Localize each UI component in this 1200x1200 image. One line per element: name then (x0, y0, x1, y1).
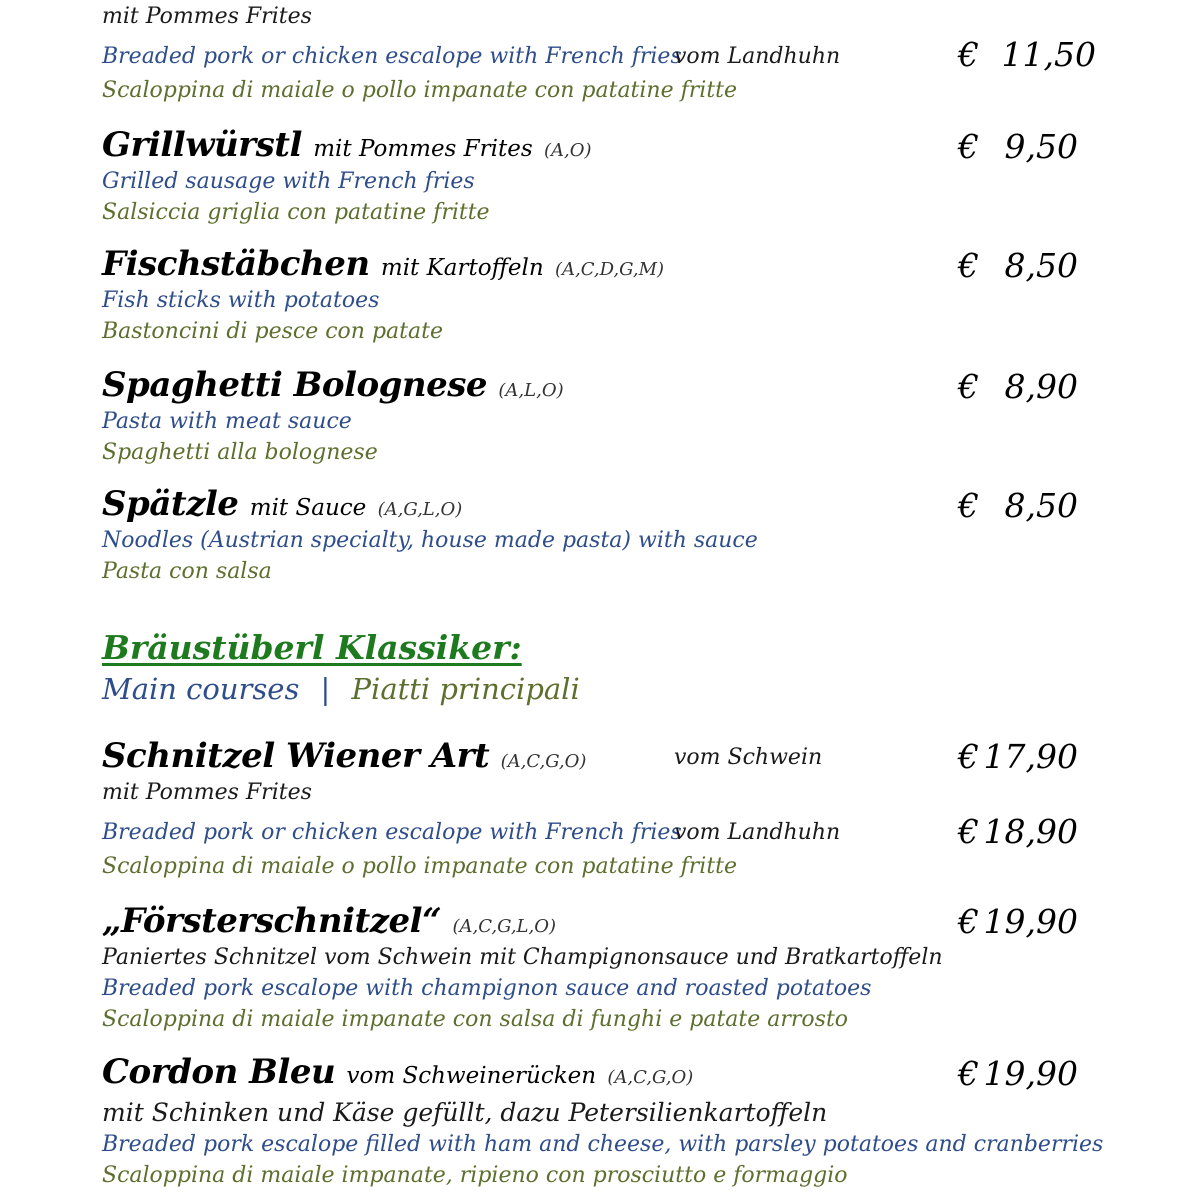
item-allergens: (A,C,D,G,M) (555, 259, 665, 280)
item-german-line: mit Pommes Frites (102, 780, 312, 805)
item-name-suffix: mit Sauce (249, 495, 367, 521)
item-italian-description: Scaloppina di maiale o pollo impanate con patatine fritte (102, 78, 738, 103)
item-allergens: (A,C,G,O) (607, 1067, 694, 1088)
item-italian-description: Salsiccia griglia con patatine fritte (102, 200, 490, 225)
section-subtitle (102, 672, 580, 706)
item-italian-description: Scaloppina di maiale impanate con salsa di funghi e patate arrosto (102, 1007, 849, 1032)
currency-symbol: € (958, 1054, 979, 1093)
item-english-description: Breaded pork or chicken escalope with French fries (102, 820, 682, 845)
item-english-description: Breaded pork escalope filled with ham and cheese, with parsley potatoes and cranberries (102, 1132, 1104, 1157)
item-origin: vom Landhuhn (674, 820, 841, 845)
item-german-line: Paniertes Schnitzel vom Schwein mit Champignonsauce und Bratkartoffeln (102, 945, 943, 970)
item-origin: vom Landhuhn (674, 44, 841, 69)
price-amount: 17,90 (983, 737, 1078, 776)
currency-symbol: € (958, 486, 979, 525)
price-amount: 11,50 (1001, 35, 1096, 74)
currency-symbol: € (958, 35, 979, 74)
item-title (102, 1052, 694, 1092)
currency-symbol: € (958, 902, 979, 941)
item-name-suffix: mit Kartoffeln (380, 255, 544, 281)
item-title (102, 125, 592, 165)
item-allergens: (A,C,G,L,O) (452, 916, 556, 937)
item-italian-description: Scaloppina di maiale impanate, ripieno con prosciutto e formaggio (102, 1163, 848, 1188)
currency-symbol: € (958, 246, 979, 285)
item-name: „Försterschnitzel“ (102, 901, 442, 941)
item-english-description: Breaded pork or chicken escalope with French fries (102, 44, 682, 69)
item-name: Spätzle (102, 484, 239, 524)
currency-symbol: € (958, 127, 979, 166)
item-name-suffix: vom Schweinerücken (346, 1063, 597, 1089)
item-english-description: Pasta with meat sauce (102, 409, 352, 434)
item-italian-description: Spaghetti alla bolognese (102, 440, 378, 465)
item-title (102, 901, 556, 941)
item-allergens: (A,O) (543, 140, 592, 161)
item-english-description: Grilled sausage with French fries (102, 169, 475, 194)
price-amount: 8,50 (1004, 246, 1078, 285)
price-amount: 9,50 (1004, 127, 1078, 166)
item-german-line: mit Pommes Frites (102, 4, 312, 29)
item-name: Fischstäbchen (102, 244, 370, 284)
item-title (102, 484, 463, 524)
price-amount: 8,50 (1004, 486, 1078, 525)
price-amount: 19,90 (983, 1054, 1078, 1093)
item-title (102, 736, 587, 776)
item-name: Schnitzel Wiener Art (102, 736, 490, 776)
item-italian-description: Scaloppina di maiale o pollo impanate con patatine fritte (102, 854, 738, 879)
currency-symbol: € (958, 737, 979, 776)
section-subtitle-italian: Piatti principali (351, 672, 580, 706)
item-name-suffix: mit Pommes Frites (313, 136, 533, 162)
price-amount: 8,90 (1004, 367, 1078, 406)
price-amount: 19,90 (983, 902, 1078, 941)
item-name: Grillwürstl (102, 125, 302, 165)
item-english-description: Fish sticks with potatoes (102, 288, 380, 313)
item-english-description: Noodles (Austrian specialty, house made pasta) with sauce (102, 528, 758, 553)
section-subtitle-separator: | (320, 672, 331, 706)
currency-symbol: € (958, 812, 979, 851)
item-english-description: Breaded pork escalope with champignon sauce and roasted potatoes (102, 976, 872, 1001)
item-german-line: mit Schinken und Käse gefüllt, dazu Petersilienkartoffeln (102, 1098, 828, 1127)
section-title: Bräustüberl Klassiker: (102, 628, 522, 667)
item-origin: vom Schwein (674, 745, 823, 770)
item-name: Cordon Bleu (102, 1052, 336, 1092)
section-subtitle-english: Main courses (102, 672, 300, 706)
item-title (102, 244, 665, 284)
item-name: Spaghetti Bolognese (102, 365, 488, 405)
item-title (102, 365, 564, 405)
item-allergens: (A,G,L,O) (377, 499, 463, 520)
price-amount: 18,90 (983, 812, 1078, 851)
currency-symbol: € (958, 367, 979, 406)
item-italian-description: Pasta con salsa (102, 559, 272, 584)
item-allergens: (A,C,G,O) (500, 751, 587, 772)
item-allergens: (A,L,O) (498, 380, 564, 401)
item-italian-description: Bastoncini di pesce con patate (102, 319, 443, 344)
